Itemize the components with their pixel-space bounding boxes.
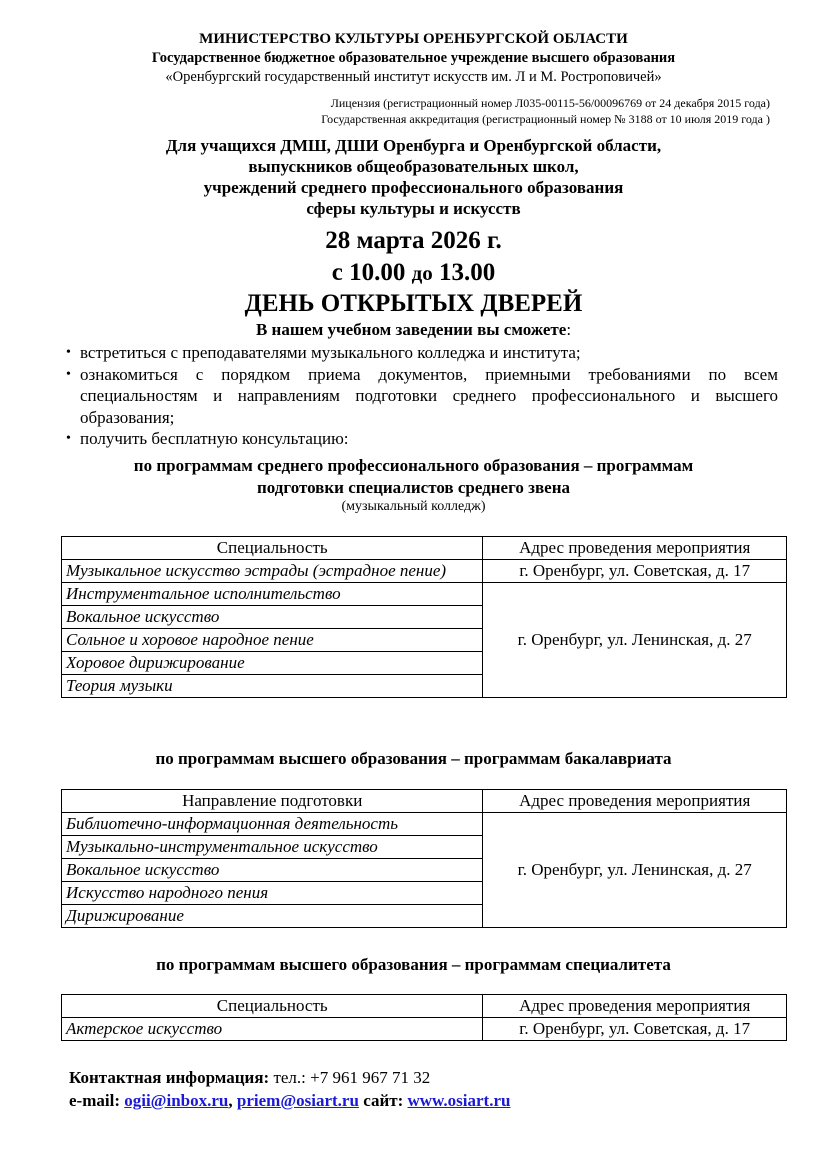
- bullet-icon: •: [66, 345, 71, 360]
- section-bachelor-title: по программам высшего образования – программам бакалавриата: [155, 749, 672, 768]
- event-title: ДЕНЬ ОТКРЫТЫХ ДВЕРЕЙ: [244, 290, 583, 317]
- event-time-to-word: до: [411, 261, 433, 285]
- address-cell: г. Оренбург, ул. Ленинская, д. 27: [483, 583, 787, 698]
- intro-bold: В нашем учебном заведении вы сможете: [255, 320, 567, 339]
- table-specialist: [61, 994, 787, 1041]
- email-separator: ,: [228, 1091, 233, 1110]
- column-header: Специальность: [62, 537, 483, 560]
- direction-cell: Дирижирование: [62, 905, 483, 928]
- column-header: Направление подготовки: [62, 790, 483, 813]
- section-spo-subtitle: (музыкальный колледж): [341, 499, 486, 514]
- event-intro: [0, 320, 827, 340]
- table-bachelor: [61, 789, 787, 928]
- institution-name: «Оренбургский государственный институт искусств им. Л и М. Ростроповичей»: [165, 69, 662, 85]
- direction-cell: Библиотечно-информационная деятельность: [62, 813, 483, 836]
- table-row: [62, 583, 787, 606]
- address-cell: г. Оренбург, ул. Советская, д. 17: [483, 560, 787, 583]
- contact-email-line: [69, 1089, 510, 1112]
- list-item: • ознакомиться с порядком приема документов, приемными требованиями по всем специальностям и направлениям подготовки среднего профессионального и высшего образования;: [66, 364, 778, 427]
- event-time: [0, 258, 827, 288]
- address-cell: г. Оренбург, ул. Советская, д. 17: [483, 1018, 787, 1041]
- specialty-cell: Вокальное искусство: [62, 606, 483, 629]
- direction-cell: Вокальное искусство: [62, 859, 483, 882]
- site-link[interactable]: www.osiart.ru: [407, 1091, 511, 1110]
- contacts-label: Контактная информация:: [69, 1068, 270, 1087]
- specialty-cell: Актерское искусство: [62, 1018, 483, 1041]
- audience-line-3: учреждений среднего профессионального образования: [203, 178, 624, 197]
- table-header-row: [62, 537, 787, 560]
- direction-cell: Музыкально-инструментальное искусство: [62, 836, 483, 859]
- contact-phone-line: [69, 1066, 510, 1089]
- email-link-priem[interactable]: priem@osiart.ru: [236, 1091, 359, 1110]
- table-row: [62, 1018, 787, 1041]
- audience-line-2: выпускников общеобразовательных школ,: [248, 157, 579, 176]
- specialty-cell: Хоровое дирижирование: [62, 652, 483, 675]
- audience-block: [0, 135, 827, 219]
- bullet-list: [66, 342, 778, 450]
- audience-line-1: Для учащихся ДМШ, ДШИ Оренбурга и Оренбургской области,: [165, 136, 662, 155]
- contacts-phone: тел.: +7 961 967 71 32: [269, 1068, 431, 1087]
- specialty-cell: Сольное и хоровое народное пение: [62, 629, 483, 652]
- specialty-cell: Теория музыки: [62, 675, 483, 698]
- direction-cell: Искусство народного пения: [62, 882, 483, 905]
- ministry-heading: МИНИСТЕРСТВО КУЛЬТУРЫ ОРЕНБУРГСКОЙ ОБЛАСТИ: [199, 31, 628, 47]
- table-header-row: [62, 995, 787, 1018]
- column-header: Специальность: [62, 995, 483, 1018]
- list-item: • получить бесплатную консультацию:: [66, 429, 349, 448]
- license-line: Лицензия (регистрационный номер Л035-00115-56/00096769 от 24 декабря 2015 года): [330, 96, 770, 110]
- section-spo-title: по программам среднего профессионального образования – программам подготовки специалистов среднего звена: [133, 456, 694, 497]
- column-header: Адрес проведения мероприятия: [483, 537, 787, 560]
- event-date: 28 марта 2026 г.: [325, 227, 502, 254]
- event-time-from: с 10.00: [331, 259, 406, 286]
- intro-tail: :: [566, 320, 572, 339]
- email-link-ogii[interactable]: ogii@inbox.ru: [124, 1091, 229, 1110]
- audience-line-4: сферы культуры и искусств: [306, 199, 521, 218]
- section-specialist-title: по программам высшего образования – программам специалитета: [156, 955, 671, 974]
- table-row: [62, 560, 787, 583]
- event-time-to: 13.00: [438, 259, 496, 286]
- accreditation-line: Государственная аккредитация (регистрационный номер № 3188 от 10 июля 2019 года ): [321, 112, 770, 126]
- specialty-cell: Инструментальное исполнительство: [62, 583, 483, 606]
- address-cell: г. Оренбург, ул. Ленинская, д. 27: [483, 813, 787, 928]
- institution-type: Государственное бюджетное образовательное учреждение высшего образования: [151, 50, 676, 66]
- specialty-cell: Музыкальное искусство эстрады (эстрадное пение): [62, 560, 483, 583]
- table-spo: [61, 536, 787, 698]
- column-header: Адрес проведения мероприятия: [483, 790, 787, 813]
- email-label: e-mail:: [69, 1091, 120, 1110]
- contacts-block: [69, 1066, 510, 1112]
- table-header-row: [62, 790, 787, 813]
- list-item: • встретиться с преподавателями музыкального колледжа и института;: [66, 343, 581, 362]
- column-header: Адрес проведения мероприятия: [483, 995, 787, 1018]
- bullet-icon: •: [66, 431, 71, 446]
- bullet-icon: •: [66, 366, 71, 382]
- table-row: [62, 813, 787, 836]
- site-label: сайт:: [363, 1091, 404, 1110]
